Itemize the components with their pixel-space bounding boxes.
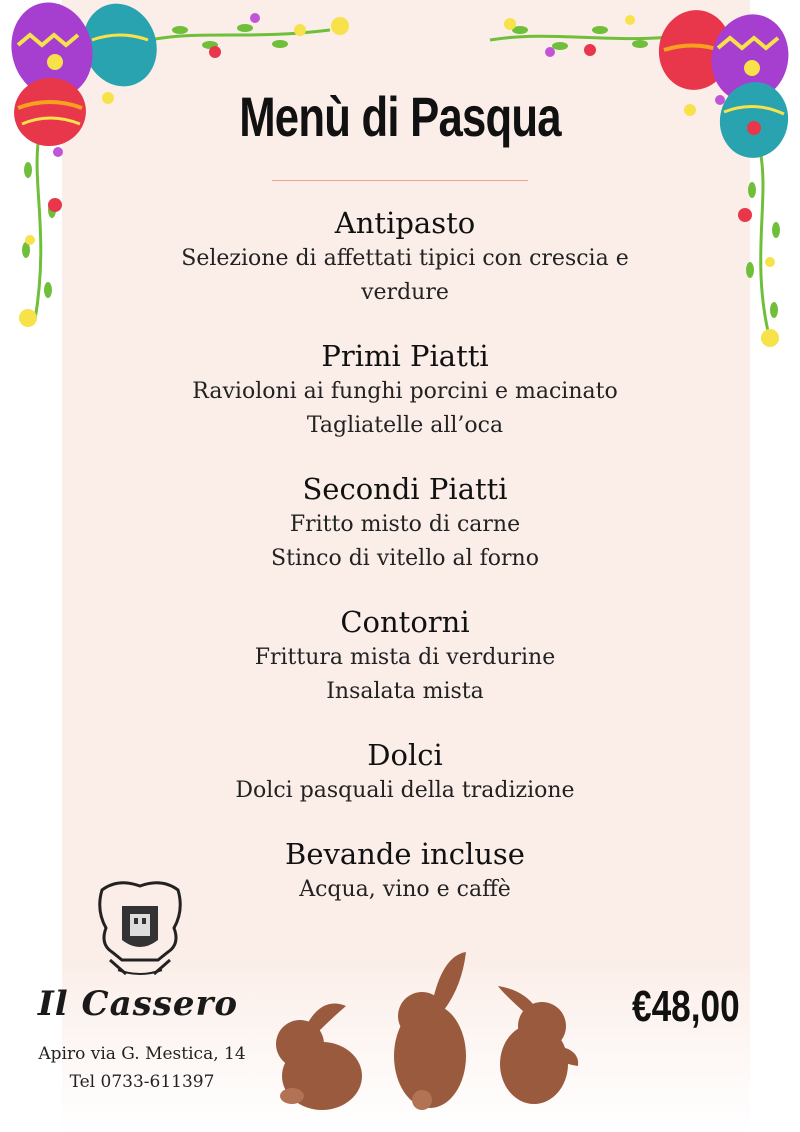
section-title: Dolci (367, 738, 443, 772)
bunny-icon (276, 1004, 362, 1111)
title-divider (272, 180, 528, 181)
menu-item: Stinco di vitello al forno (271, 546, 539, 571)
menu-item: Frittura mista di verdurine (254, 645, 556, 670)
menu-section-antipasto (140, 204, 670, 310)
menu-section-secondi (140, 470, 670, 576)
menu-item: Selezione di affettati tipici con crescia e (181, 246, 629, 271)
menu-item: verdure (361, 280, 449, 305)
menu-item: Dolci pasquali della tradizione (235, 778, 575, 803)
bunnies-illustration (262, 946, 592, 1116)
menu-item: Tagliatelle all’oca (306, 413, 504, 438)
menu-section-contorni (140, 603, 670, 709)
restaurant-address: Apiro via G. Mestica, 14 (38, 1044, 246, 1064)
bunny-icon (394, 952, 466, 1110)
menu-item: Acqua, vino e caffè (299, 877, 511, 902)
restaurant-phone: Tel 0733-611397 (69, 1072, 215, 1092)
menu-section-dolci (140, 736, 670, 808)
section-title: Antipasto (334, 206, 476, 240)
section-title: Primi Piatti (321, 339, 489, 373)
section-title: Contorni (340, 605, 470, 639)
menu-item: Insalata mista (326, 679, 484, 704)
menu-item: Ravioloni ai funghi porcini e macinato (192, 379, 618, 404)
menu-price: €48,00 (632, 982, 740, 1031)
menu-section-primi (140, 337, 670, 443)
section-title: Secondi Piatti (302, 472, 508, 506)
coat-of-arms-icon (92, 870, 188, 982)
menu-section-bevande (140, 835, 670, 907)
restaurant-name: Il Cassero (37, 984, 239, 1024)
bunny-icon (498, 986, 578, 1104)
menu-sections (140, 204, 670, 934)
section-title: Bevande incluse (285, 837, 525, 871)
menu-title: Menù di Pasqua (239, 85, 561, 148)
menu-item: Fritto misto di carne (289, 512, 521, 537)
